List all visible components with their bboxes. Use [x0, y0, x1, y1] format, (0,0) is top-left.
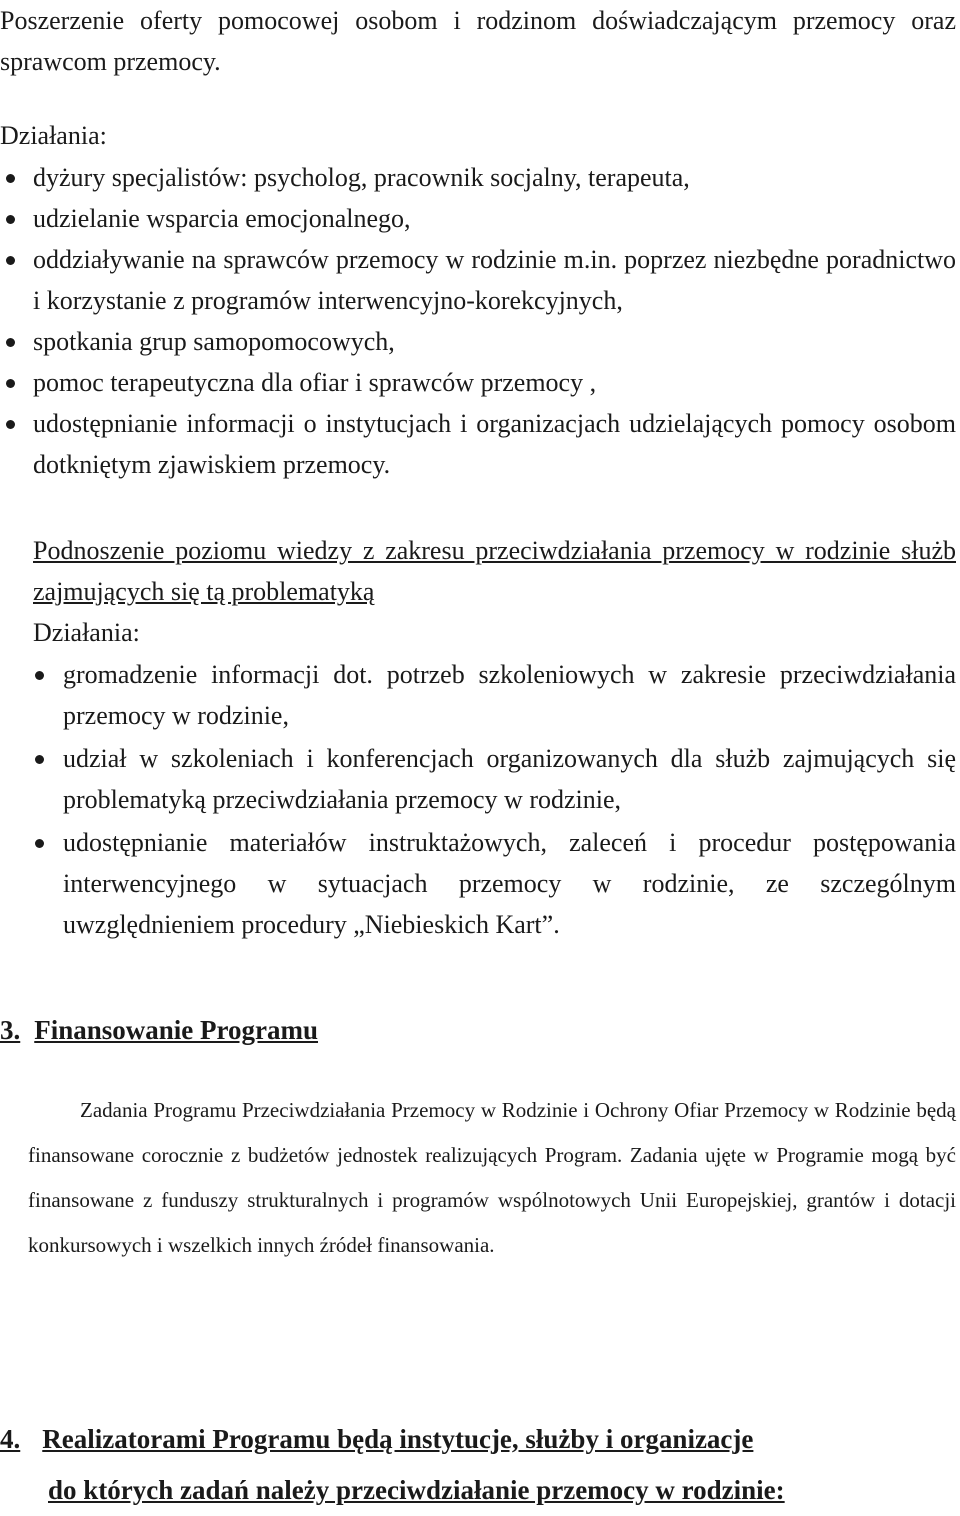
bullet-icon — [35, 755, 44, 764]
knowledge-heading: Podnoszenie poziomu wiedzy z zakresu przeciwdziałania przemocy w rodzinie służb zajmujących się tą problematyką — [33, 536, 956, 606]
list-item: oddziaływanie na sprawców przemocy w rodzinie m.in. poprzez niezbędne poradnictwo i korzystanie z programów interwencyjno-korekcyjnych, — [33, 239, 956, 321]
bullet-icon — [6, 174, 15, 183]
bullet-icon — [6, 379, 15, 388]
bullet-icon — [35, 671, 44, 680]
knowledge-actions-label: Działania: — [33, 618, 140, 647]
bullet-icon — [35, 839, 44, 848]
list-item: udział w szkoleniach i konferencjach organizowanych dla służb zajmujących się problematyką przeciwdziałania przemocy w rodzinie, — [63, 738, 956, 820]
section-4-title-line1: Realizatorami Programu będą instytucje, służby i organizacje — [42, 1424, 754, 1454]
section-3-title: Finansowanie Programu — [34, 1015, 319, 1045]
intro-actions-label: Działania: — [0, 121, 107, 150]
list-item: dyżury specjalistów: psycholog, pracownik socjalny, terapeuta, — [33, 157, 956, 198]
intro-paragraph: Poszerzenie oferty pomocowej osobom i rodzinom doświadczającym przemocy oraz sprawcom przemocy. — [0, 6, 956, 76]
section-4-title-line2: do których zadań należy przeciwdziałanie przemocy w rodzinie: — [48, 1475, 785, 1505]
section-4-heading — [0, 1414, 956, 1516]
section-4-number: 4. — [0, 1424, 21, 1454]
list-item: gromadzenie informacji dot. potrzeb szkoleniowych w zakresie przeciwdziałania przemocy w rodzinie, — [63, 654, 956, 736]
section-3-body: Zadania Programu Przeciwdziałania Przemocy w Rodzinie i Ochrony Ofiar Przemocy w Rodzinie będą finansowane corocznie z budżetów jednostek realizujących Program. Zadania ujęte w Programie mogą być finansowane z funduszy strukturalnych i programów wspólnotowych Unii Europejskiej, grantów i dotacji konkursowych i wszelkich innych źródeł finansowania. — [28, 1098, 956, 1257]
intro-actions-list — [33, 157, 956, 485]
bullet-icon — [6, 338, 15, 347]
section-3-number: 3. — [0, 1015, 21, 1045]
bullet-icon — [6, 215, 15, 224]
list-item: udostępnianie materiałów instruktażowych, zaleceń i procedur postępowania interwencyjnego w sytuacjach przemocy w rodzinie, ze szczególnym uwzględnieniem procedury „Niebieskich Kart”. — [63, 822, 956, 945]
bullet-icon — [6, 420, 15, 429]
list-item: udzielanie wsparcia emocjonalnego, — [33, 198, 956, 239]
knowledge-actions-list — [63, 654, 956, 947]
list-item: spotkania grup samopomocowych, — [33, 321, 956, 362]
list-item: pomoc terapeutyczna dla ofiar i sprawców przemocy , — [33, 362, 956, 403]
section-3-heading — [0, 1010, 318, 1051]
bullet-icon — [6, 256, 15, 265]
list-item: udostępnianie informacji o instytucjach i organizacjach udzielających pomocy osobom dotkniętym zjawiskiem przemocy. — [33, 403, 956, 485]
